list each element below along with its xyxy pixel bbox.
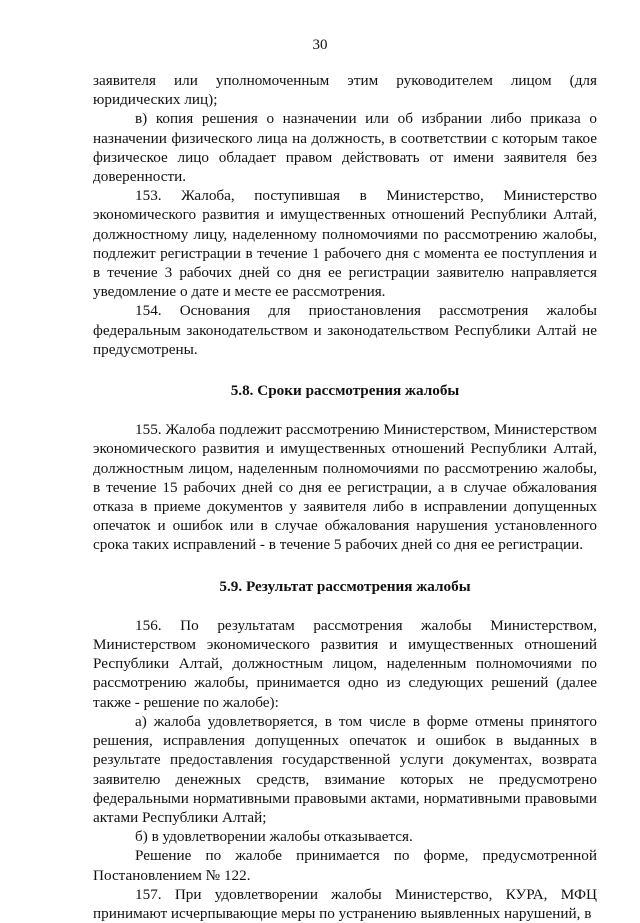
document-body <box>93 71 597 923</box>
paragraph-155: 155. Жалоба подлежит рассмотрению Министерством, Министерством экономического развития и имущественных отношений Республики Алтай, должностным лицом, наделенным полномочиями по рассмотрению жалобы, в течение 15 рабочих дней со дня ее регистрации, а в случае обжалования отказа в приеме документов у заявителя либо в исправлении допущенных опечаток и ошибок или в случае обжалования нарушения установленного срока таких исправлений - в течение 5 рабочих дней со дня ее регистрации. <box>93 421 597 554</box>
paragraph-156: 156. По результатам рассмотрения жалобы Министерством, Министерством экономического развития и имущественных отношений Республики Алтай, должностным лицом, наделенным полномочиями по рассмотрению жалобы, принимается одно из следующих решений (далее также - решение по жалобе): <box>93 616 597 711</box>
page-number: 30 <box>312 37 328 53</box>
paragraph-153: 153. Жалоба, поступившая в Министерство, Министерство экономического развития и имущественных отношений Республики Алтай, должностному лицу, наделенному полномочиями по рассмотрению жалобы, подлежит регистрации в течение 1 рабочего дня с момента ее поступления и в течение 3 рабочих дней со дня ее регистрации заявителю направляется уведомление о дате и месте ее рассмотрения. <box>93 187 597 301</box>
paragraph-item-a: а) жалоба удовлетворяется, в том числе в форме отмены принятого решения, исправления допущенных опечаток и ошибок в выданных в результате предоставления государственной услуги документах, возврата заявителю денежных средств, взимание которых не предусмотрено федеральными нормативными правовыми актами, нормативными правовыми актами Республики Алтай; <box>93 712 597 826</box>
paragraph-item-b: б) в удовлетворении жалобы отказывается. <box>135 828 413 846</box>
paragraph-157: 157. При удовлетворении жалобы Министерство, КУРА, МФЦ принимают исчерпывающие меры по устранению выявленных нарушений, в <box>93 885 597 922</box>
paragraph-item-v: в) копия решения о назначении или об избрании либо приказа о назначении физического лица на должность, в соответствии с которым такое физическое лицо обладает правом действовать от имени заявителя без доверенности. <box>93 110 597 186</box>
section-heading-5-9: 5.9. Результат рассмотрения жалобы <box>219 577 471 595</box>
paragraph-continuation: заявителя или уполномоченным этим руководителем лицом (для юридических лиц); <box>93 72 597 109</box>
paragraph-decision-form: Решение по жалобе принимается по форме, предусмотренной Постановлением № 122. <box>93 847 597 884</box>
paragraph-154: 154. Основания для приостановления рассмотрения жалобы федеральным законодательством и законодательством Республики Алтай не предусмотрены. <box>93 302 597 358</box>
section-heading-5-8: 5.8. Сроки рассмотрения жалобы <box>230 382 460 400</box>
